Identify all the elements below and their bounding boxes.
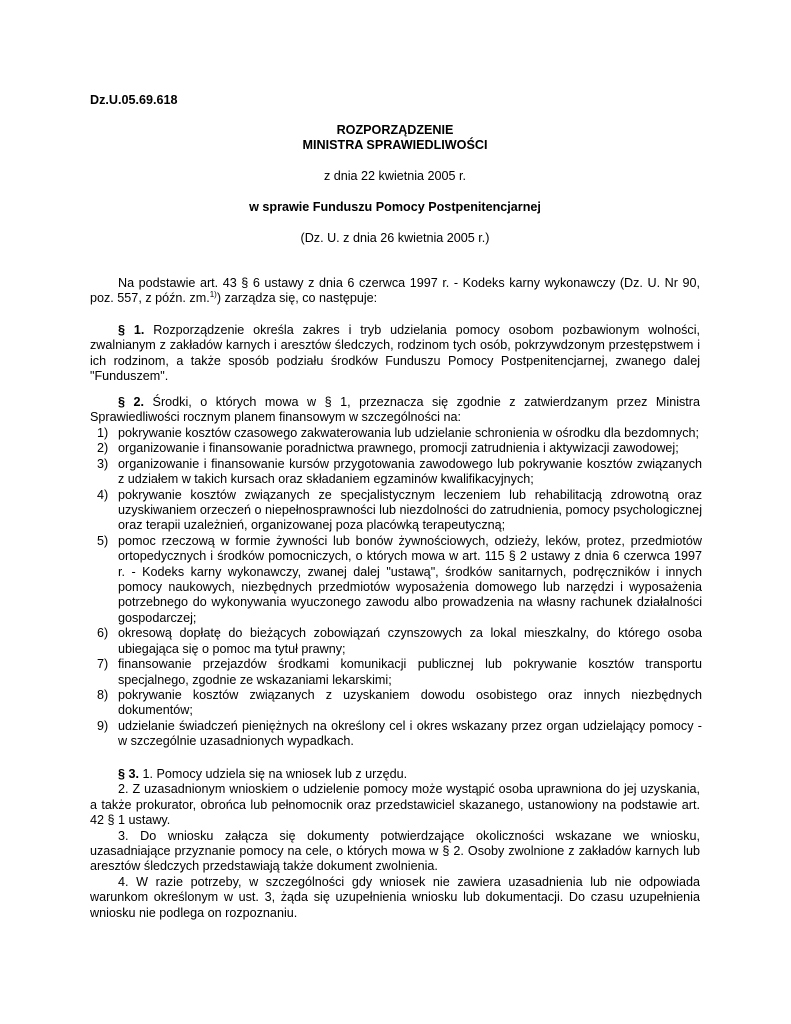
- list-item: [90, 626, 702, 657]
- section-1-label: § 1.: [118, 323, 145, 337]
- list-item: [90, 457, 702, 488]
- section-2-text: Środki, o których mowa w § 1, przeznacza się zgodnie z zatwierdzanym przez Ministra Sprawiedliwości rocznym planem finansowym w szczególności na:: [90, 395, 700, 425]
- section-2-label: § 2.: [118, 395, 145, 409]
- section-2: [90, 395, 700, 426]
- list-item: [90, 719, 702, 750]
- list-item-text: organizowanie i finansowanie kursów przygotowania zawodowego lub pokrywanie kosztów związanych z udziałem w takich kursach oraz składaniem egzaminów kwalifikacyjnych;: [118, 456, 702, 487]
- document-title: ROZPORZĄDZENIE: [336, 123, 454, 137]
- list-item-text: pokrywanie kosztów czasowego zakwaterowania lub udzielanie schronienia w ośrodku dla bezdomnych;: [118, 426, 700, 440]
- list-item-text: pomoc rzeczową w formie żywności lub bonów żywnościowych, odzieży, leków, protez, przedmiotów ortopedycznych i środków pomocniczych, o których mowa w art. 115 § 2 ustawy z dnia 6 czerwca 1997 r. - Kodeks karny wykonawczy, zwanej dalej "ustawą", środków sanitarnych, podręczników i innych pomocy naukowych, niezbędnych przedmiotów wyposażenia domowego lub narzędzi i wyposażenia potrzebnego do wykonywania wyuczonego zawodu albo prowadzenia na własny rachunek działalności gospodarczej;: [118, 533, 702, 625]
- section-2-list: [90, 426, 702, 750]
- list-item: [90, 426, 702, 441]
- list-item-number: 6): [97, 626, 109, 641]
- list-item: [90, 688, 702, 719]
- section-3-paragraph-1: [90, 767, 700, 782]
- document-date: z dnia 22 kwietnia 2005 r.: [323, 169, 467, 183]
- preamble-text-end: ) zarządza się, co następuje:: [216, 291, 378, 306]
- list-item-number: 7): [97, 657, 109, 672]
- section-1: [90, 323, 700, 385]
- preamble-text: Na podstawie art. 43 § 6 ustawy z dnia 6 czerwca 1997 r. - Kodeks karny wykonawczy (Dz. U. Nr 90, poz. 557, z późn. zm.: [90, 276, 700, 306]
- list-item: [90, 441, 702, 456]
- list-item-number: 3): [97, 456, 109, 471]
- section-1-text: Rozporządzenie określa zakres i tryb udzielania pomocy osobom pozbawionym wolności, zwalnianym z zakładów karnych i aresztów śledczych, rodzinom tych osób, pokrzywdzonym przestępstwem i ich rodzinom, a także sposób podziału środków Funduszu Pomocy Postpenitencjarnej, zwanego dalej "Funduszem".: [90, 323, 700, 384]
- list-item: [90, 534, 702, 626]
- section-3-label: § 3.: [118, 767, 140, 781]
- list-item: [90, 488, 702, 534]
- document-id: Dz.U.05.69.618: [90, 93, 178, 107]
- section-3-paragraph-4: 4. W razie potrzeby, w szczególności gdy wniosek nie zawiera uzasadnienia lub nie odpowiada warunkom określonym w ust. 3, żąda się uzupełnienia wniosku lub dokumentacji. Do czasu uzupełnienia wniosku nie podlega on rozpoznaniu.: [90, 874, 700, 920]
- list-item-text: okresową dopłatę do bieżących zobowiązań czynszowych za lokal mieszkalny, do którego osoba ubiegająca się o pomoc ma tytuł prawny;: [118, 626, 702, 656]
- section-3-paragraph-3: 3. Do wniosku załącza się dokumenty potwierdzające okoliczności wskazane we wniosku, uzasadniające przyznanie pomocy na cele, o których mowa w § 2. Osoby zwolnione z zakładów karnych lub aresztów śledczych przedstawiają także dokument zwolnienia.: [90, 828, 700, 874]
- issuing-authority: MINISTRA SPRAWIEDLIWOŚCI: [302, 138, 488, 152]
- section-3-paragraph-2: 2. Z uzasadnionym wnioskiem o udzielenie pomocy może wystąpić osoba uprawniona do jej uzyskania, a także prokurator, obrońca lub pełnomocnik oraz przedstawiciel skazanego, ustanowiony na podstawie art. 42 § 1 ustawy.: [90, 782, 700, 828]
- list-item-text: organizowanie i finansowanie poradnictwa prawnego, promocji zatrudnienia i aktywizacji zawodowej;: [118, 441, 679, 456]
- publication-info: (Dz. U. z dnia 26 kwietnia 2005 r.): [300, 231, 490, 245]
- list-item-text: finansowanie przejazdów środkami komunikacji publicznej lub pokrywanie kosztów transportu specjalnego, zgodnie ze wskazaniami lekarskimi;: [118, 657, 702, 687]
- list-item-number: 8): [97, 687, 109, 702]
- list-item: [90, 657, 702, 688]
- list-item-number: 4): [97, 487, 109, 502]
- list-item-number: 2): [97, 441, 109, 456]
- list-item-text: pokrywanie kosztów związanych z uzyskaniem dowodu osobistego oraz innych niezbędnych dokumentów;: [118, 687, 702, 718]
- section-3-text: 1. Pomocy udziela się na wniosek lub z urzędu.: [139, 767, 408, 781]
- document-subject: w sprawie Funduszu Pomocy Postpenitencjarnej: [249, 200, 541, 214]
- footnote-reference: 1): [209, 290, 217, 300]
- list-item-number: 5): [97, 533, 109, 548]
- list-item-number: 1): [97, 426, 109, 440]
- list-item-number: 9): [97, 718, 109, 733]
- list-item-text: udzielanie świadczeń pieniężnych na określony cel i okres wskazany przez organ udzielający pomocy - w szczególnie uzasadnionych wypadkach.: [118, 718, 702, 749]
- preamble: [90, 276, 700, 307]
- list-item-text: pokrywanie kosztów związanych ze specjalistycznym leczeniem lub rehabilitacją zdrowotną oraz uzyskiwaniem orzeczeń o niepełnosprawności lub niezdolności do zatrudnienia, pomocy psychologicznej oraz terapii uzależnień, organizowanej poza placówką terapeutyczną;: [118, 487, 702, 533]
- section-3: [90, 767, 700, 921]
